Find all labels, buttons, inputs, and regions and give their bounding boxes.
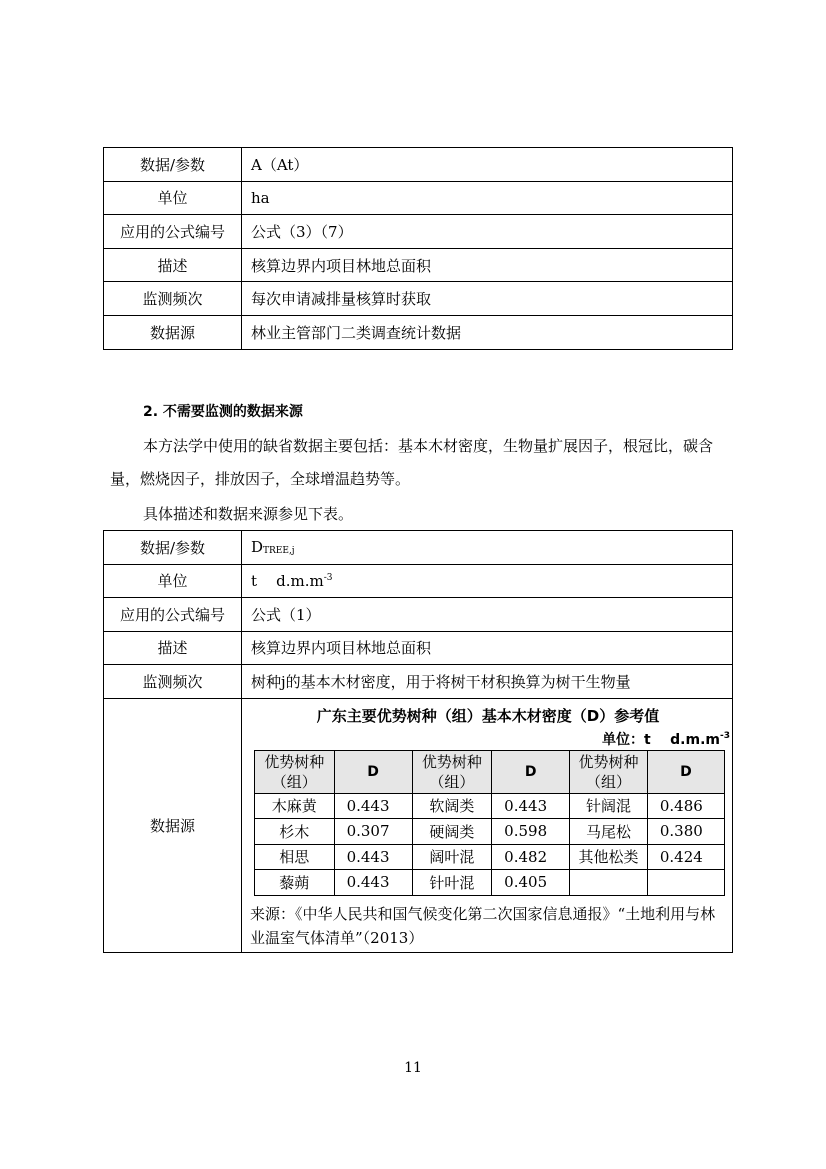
table-row <box>104 564 733 598</box>
table-row <box>104 282 733 316</box>
table-header-row <box>255 750 725 793</box>
density-cell: 0.405 <box>492 870 570 896</box>
table-row <box>255 793 725 819</box>
wood-density-parameter-table <box>103 530 733 953</box>
density-cell: 0.482 <box>492 844 570 870</box>
table-row <box>104 181 733 215</box>
row-value: 公式（3）（7） <box>242 215 733 249</box>
column-header: D <box>334 750 412 793</box>
density-cell: 0.424 <box>647 844 724 870</box>
param-main: D <box>251 538 264 557</box>
density-cell: 0.443 <box>334 844 412 870</box>
row-label: 数据/参数 <box>104 148 242 182</box>
table-row <box>255 819 725 845</box>
table-row <box>104 631 733 665</box>
row-label: 单位 <box>104 181 242 215</box>
table-row <box>255 844 725 870</box>
source-note: 来源：《中华人民共和国气候变化第二次国家信息通报》“土地利用与林业温室气体清单”（2013） <box>250 904 716 947</box>
row-label: 应用的公式编号 <box>104 598 242 632</box>
species-cell: 藜蒴 <box>255 870 335 896</box>
row-value: 公式（1） <box>242 598 733 632</box>
density-cell: 0.598 <box>492 819 570 845</box>
section-title: 2. 不需要监测的数据来源 <box>143 404 303 420</box>
data-source-cell <box>242 698 733 952</box>
row-label: 描述 <box>104 631 242 665</box>
species-cell: 针阔混 <box>570 793 648 819</box>
inner-unit-superscript: -3 <box>720 730 730 741</box>
species-cell: 阔叶混 <box>412 844 492 870</box>
species-cell: 木麻黄 <box>255 793 335 819</box>
table-row <box>104 698 733 952</box>
species-cell: 软阔类 <box>412 793 492 819</box>
row-value: ha <box>242 181 733 215</box>
species-cell: 相思 <box>255 844 335 870</box>
row-value: A（At） <box>242 148 733 182</box>
section-paragraph: 本方法学中使用的缺省数据主要包括：基本木材密度，生物量扩展因子，根冠比，碳含量，燃烧因子，排放因子，全球增温趋势等。 <box>110 437 714 488</box>
density-cell: 0.443 <box>334 870 412 896</box>
inner-table-title: 广东主要优势树种（组）基本木材密度（D）参考值 <box>316 706 660 725</box>
species-cell <box>570 870 648 896</box>
species-cell: 针叶混 <box>412 870 492 896</box>
density-cell: 0.443 <box>492 793 570 819</box>
unit-text: t d.m.m <box>251 571 324 590</box>
unit-value <box>242 564 733 598</box>
page-number: 11 <box>404 1060 422 1076</box>
table-row <box>104 598 733 632</box>
row-value: 林业主管部门二类调查统计数据 <box>242 315 733 349</box>
density-cell <box>647 870 724 896</box>
param-subscript: TREE,j <box>263 546 295 557</box>
table-row <box>104 315 733 349</box>
density-cell: 0.486 <box>647 793 724 819</box>
table-row <box>255 870 725 896</box>
row-label: 数据源 <box>104 698 242 952</box>
table-row <box>104 665 733 699</box>
table-row <box>104 215 733 249</box>
species-cell: 马尾松 <box>570 819 648 845</box>
column-header: D <box>492 750 570 793</box>
unit-superscript: -3 <box>323 572 333 583</box>
density-cell: 0.307 <box>334 819 412 845</box>
column-header: D <box>647 750 724 793</box>
parameter-symbol <box>242 531 733 565</box>
row-value: 树种j的基本木材密度，用于将树干材积换算为树干生物量 <box>242 665 733 699</box>
row-label: 监测频次 <box>104 282 242 316</box>
table-row <box>104 148 733 182</box>
inner-unit-text: 单位：t d.m.m <box>601 731 720 748</box>
column-header: 优势树种（组） <box>255 750 335 793</box>
row-label: 应用的公式编号 <box>104 215 242 249</box>
row-value: 核算边界内项目林地总面积 <box>242 631 733 665</box>
column-header: 优势树种（组） <box>570 750 648 793</box>
density-cell: 0.380 <box>647 819 724 845</box>
density-cell: 0.443 <box>334 793 412 819</box>
table-row <box>104 248 733 282</box>
species-cell: 杉木 <box>255 819 335 845</box>
row-label: 数据源 <box>104 315 242 349</box>
table-row <box>104 531 733 565</box>
wood-density-reference-table <box>254 750 725 896</box>
section-paragraph-2: 具体描述和数据来源参见下表。 <box>143 505 354 523</box>
row-value: 核算边界内项目林地总面积 <box>242 248 733 282</box>
data-parameter-table-area <box>103 147 733 350</box>
species-cell: 硬阔类 <box>412 819 492 845</box>
row-label: 单位 <box>104 564 242 598</box>
row-label: 描述 <box>104 248 242 282</box>
row-label: 数据/参数 <box>104 531 242 565</box>
inner-table-unit <box>250 729 730 749</box>
row-value: 每次申请减排量核算时获取 <box>242 282 733 316</box>
species-cell: 其他松类 <box>570 844 648 870</box>
column-header: 优势树种（组） <box>412 750 492 793</box>
row-label: 监测频次 <box>104 665 242 699</box>
